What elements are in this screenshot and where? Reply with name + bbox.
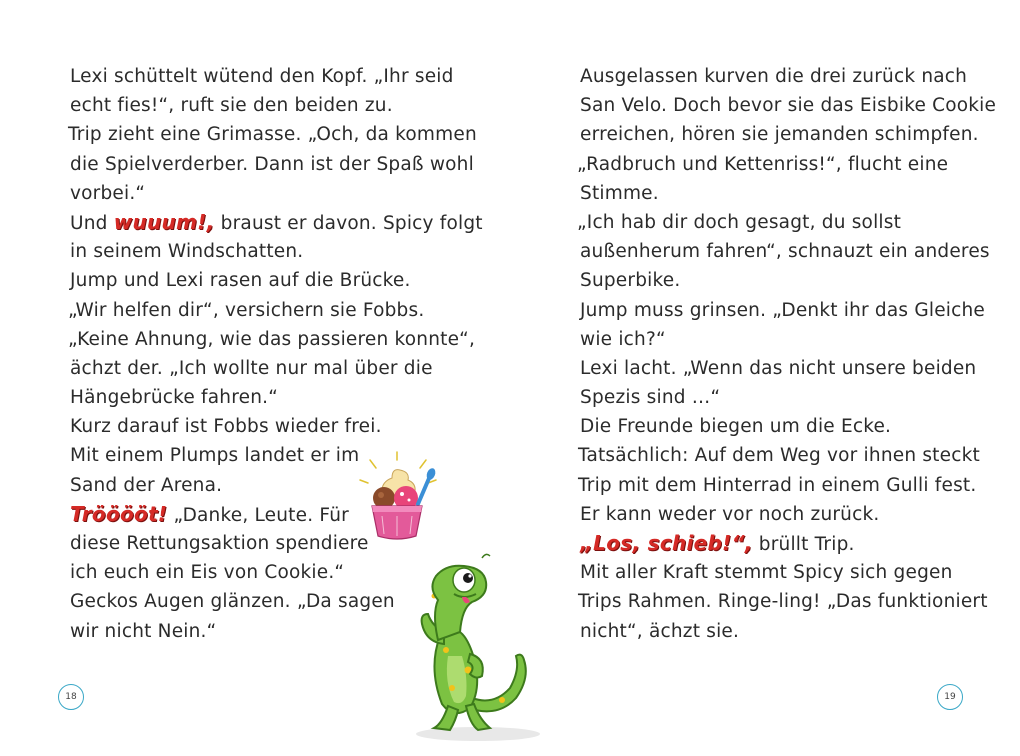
text-line: „Wir helfen dir“, versichern sie Fobbs. <box>68 299 425 321</box>
text-line: Er kann weder vor noch zurück. <box>580 503 880 525</box>
text-line: „Ich hab dir doch gesagt, du sollst <box>577 211 902 233</box>
text-line: in seinem Windschatten. <box>70 241 304 263</box>
sound-effect-wuuum: wuuum!, <box>113 209 215 234</box>
ice-cream-cup-icon <box>352 448 442 546</box>
text-line: Trip mit dem Hinterrad in einem Gulli fest. <box>578 474 977 496</box>
right-page-text <box>577 62 1000 646</box>
text-line: wir nicht Nein.“ <box>70 620 217 642</box>
text-line: Spezis sind …“ <box>580 387 721 409</box>
text-line: Mit einem Plumps landet er im <box>70 445 360 467</box>
gecko-character-icon <box>398 548 548 748</box>
text-fragment: Und <box>70 212 108 234</box>
sound-effect-troeoeoet: Trööööt! <box>70 501 168 526</box>
text-line <box>580 529 1000 558</box>
text-line: San Velo. Doch bevor sie das Eisbike Cookie <box>580 95 997 117</box>
page-number-right: 19 <box>937 684 963 710</box>
page-number-left: 18 <box>58 684 84 710</box>
text-line: „Keine Ahnung, wie das passieren konnte“, <box>68 328 476 350</box>
text-fragment: braust er davon. Spicy folgt <box>220 212 483 234</box>
text-line: Tatsächlich: Auf dem Weg vor ihnen steckt <box>578 445 980 467</box>
text-line: Hängebrücke fahren.“ <box>70 387 279 409</box>
text-line: erreichen, hören sie jemanden schimpfen. <box>580 124 979 146</box>
text-line: Lexi schüttelt wütend den Kopf. „Ihr seid <box>70 66 454 87</box>
text-line: Stimme. <box>580 182 659 204</box>
text-line: Geckos Augen glänzen. „Da sagen <box>70 591 395 613</box>
text-line: vorbei.“ <box>70 182 146 204</box>
text-line: Trips Rahmen. Ringe-ling! „Das funktioniert <box>578 591 988 613</box>
text-line: die Spielverderber. Dann ist der Spaß wohl <box>70 153 474 175</box>
text-line <box>70 208 483 237</box>
right-page <box>510 0 1020 756</box>
sound-effect-los-schieb: „Los, schieb!“, <box>580 531 753 555</box>
text-fragment: „Danke, Leute. Für <box>173 504 349 526</box>
text-line: „Radbruch und Kettenriss!“, flucht eine <box>577 153 949 175</box>
text-line: ich euch ein Eis von Cookie.“ <box>70 562 345 584</box>
text-line: ächzt der. „Ich wollte nur mal über die <box>70 357 433 379</box>
text-line: echt fies!“, ruft sie den beiden zu. <box>70 95 393 117</box>
text-line: Jump muss grinsen. „Denkt ihr das Gleiche <box>580 299 986 321</box>
text-line: Ausgelassen kurven die drei zurück nach <box>580 66 968 87</box>
text-line: diese Rettungsaktion spendiere <box>70 533 369 554</box>
text-line: Trip zieht eine Grimasse. „Och, da kommen <box>68 124 477 146</box>
text-line: außenherum fahren“, schnauzt ein anderes <box>580 241 990 263</box>
text-line: Lexi lacht. „Wenn das nicht unsere beiden <box>580 357 977 379</box>
text-line: Mit aller Kraft stemmt Spicy sich gegen <box>580 562 953 584</box>
text-line: Superbike. <box>580 270 681 292</box>
text-line: Kurz darauf ist Fobbs wieder frei. <box>70 416 382 438</box>
text-line: Die Freunde biegen um die Ecke. <box>580 416 892 438</box>
text-line: Jump und Lexi rasen auf die Brücke. <box>70 270 411 292</box>
text-line: wie ich?“ <box>580 328 666 350</box>
text-line: nicht“, ächzt sie. <box>580 620 740 642</box>
text-line: Sand der Arena. <box>70 474 223 496</box>
text-fragment: brüllt Trip. <box>758 534 855 555</box>
